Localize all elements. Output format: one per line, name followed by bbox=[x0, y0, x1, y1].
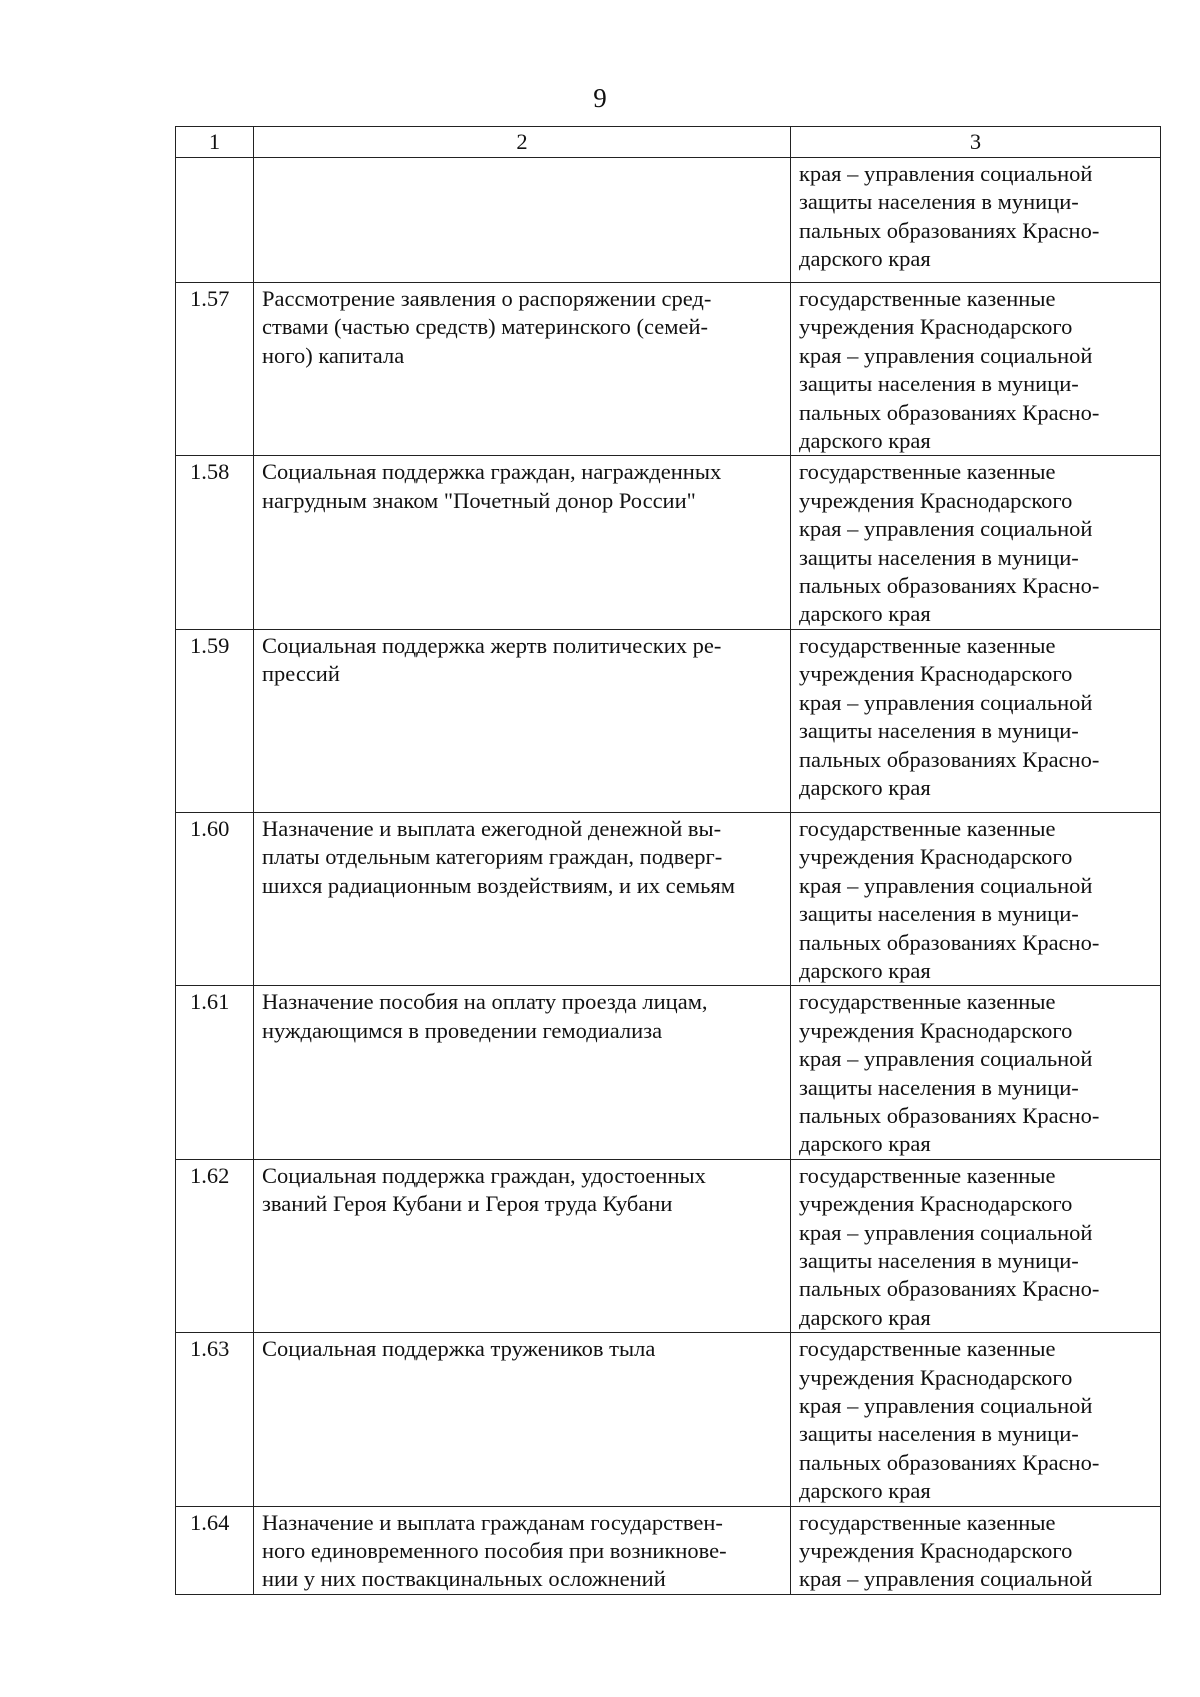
service-name-cell bbox=[254, 1333, 791, 1506]
organization-line: дарского края bbox=[799, 601, 931, 627]
organization-cell bbox=[791, 1333, 1161, 1506]
organization-line: государственные казенные bbox=[799, 286, 1056, 311]
organization-line: дарского края bbox=[799, 428, 931, 454]
service-name-line: нуждающимся в проведении гемодиализа bbox=[262, 1017, 663, 1043]
row-number: 1.58 bbox=[176, 456, 254, 629]
organization-line: защиты населения в муници- bbox=[799, 1247, 1079, 1273]
service-name-line: ствами (частью средств) материнского (семей- bbox=[262, 314, 708, 340]
service-name-line: Назначение и выплата гражданам государствен- bbox=[262, 1509, 723, 1535]
organization-cell bbox=[791, 812, 1161, 985]
organization-line: защиты населения в муници- bbox=[799, 189, 1079, 215]
organization-line: края – управления социальной bbox=[799, 1046, 1093, 1072]
organization-line: дарского края bbox=[799, 246, 931, 272]
organization-cell bbox=[791, 1159, 1161, 1332]
table-row bbox=[176, 1159, 1161, 1332]
organization-line: дарского края bbox=[799, 774, 931, 800]
organization-line: защиты населения в муници- bbox=[799, 901, 1079, 927]
service-name-line: Рассмотрение заявления о распоряжении сред- bbox=[262, 286, 712, 311]
organization-line: учреждения Краснодарского bbox=[799, 1017, 1073, 1043]
service-name-line: Социальная поддержка жертв политических ре- bbox=[262, 632, 722, 658]
organization-line: пальных образованиях Красно- bbox=[799, 399, 1100, 425]
service-name-line: Социальная поддержка тружеников тыла bbox=[262, 1336, 656, 1362]
organization-line: защиты населения в муници- bbox=[799, 1074, 1079, 1100]
organization-line: края – управления социальной bbox=[799, 1219, 1093, 1245]
service-name-cell bbox=[254, 283, 791, 456]
table-row bbox=[176, 1506, 1161, 1594]
organization-cell bbox=[791, 629, 1161, 812]
row-number: 1.63 bbox=[176, 1333, 254, 1506]
organization-line: защиты населения в муници- bbox=[799, 544, 1079, 570]
organization-line: государственные казенные bbox=[799, 1509, 1056, 1535]
table-row bbox=[176, 456, 1161, 629]
organization-line: пальных образованиях Красно- bbox=[799, 929, 1100, 955]
row-number: 1.64 bbox=[176, 1506, 254, 1594]
page-number: 9 bbox=[593, 83, 607, 113]
service-name-line: нии у них поствакцинальных осложнений bbox=[262, 1566, 666, 1592]
table-row bbox=[176, 1333, 1161, 1506]
organization-line: защиты населения в муници- bbox=[799, 1421, 1079, 1447]
organization-line: государственные казенные bbox=[799, 1162, 1056, 1188]
organization-line: края – управления социальной bbox=[799, 1393, 1093, 1418]
organization-line: пальных образованиях Красно- bbox=[799, 217, 1100, 243]
organization-line: дарского края bbox=[799, 957, 931, 983]
service-name-line: Назначение пособия на оплату проезда лицам, bbox=[262, 989, 708, 1015]
organization-cell bbox=[791, 1506, 1161, 1594]
row-number: 1.60 bbox=[176, 812, 254, 985]
organization-line: государственные казенные bbox=[799, 989, 1056, 1015]
service-name-cell bbox=[254, 1159, 791, 1332]
organization-line: края – управления социальной bbox=[799, 689, 1093, 715]
organization-cell bbox=[791, 158, 1161, 283]
organization-line: государственные казенные bbox=[799, 459, 1056, 485]
organization-line: учреждения Краснодарского bbox=[799, 844, 1073, 870]
organization-line: края – управления социальной bbox=[799, 872, 1093, 898]
table-row bbox=[176, 283, 1161, 456]
organization-line: края – управления социальной bbox=[799, 161, 1093, 186]
service-name-line: Социальная поддержка граждан, награжденных bbox=[262, 459, 722, 485]
organization-line: пальных образованиях Красно- bbox=[799, 1449, 1100, 1475]
service-name-cell bbox=[254, 158, 791, 283]
service-name-line: званий Героя Кубани и Героя труда Кубани bbox=[262, 1191, 673, 1217]
organization-line: учреждения Краснодарского bbox=[799, 1538, 1073, 1564]
service-name-line: платы отдельным категориям граждан, подверг- bbox=[262, 844, 723, 870]
services-table bbox=[175, 126, 1161, 1595]
organization-cell bbox=[791, 283, 1161, 456]
organization-line: пальных образованиях Красно- bbox=[799, 1102, 1100, 1128]
service-name-line: Назначение и выплата ежегодной денежной вы- bbox=[262, 815, 722, 841]
organization-line: учреждения Краснодарского bbox=[799, 1191, 1073, 1217]
organization-line: защиты населения в муници- bbox=[799, 718, 1079, 744]
service-name-line: ного) капитала bbox=[262, 342, 405, 368]
organization-line: учреждения Краснодарского bbox=[799, 1364, 1073, 1390]
header-col-3: 3 bbox=[791, 127, 1161, 158]
service-name-cell bbox=[254, 456, 791, 629]
row-number bbox=[176, 158, 254, 283]
organization-line: пальных образованиях Красно- bbox=[799, 573, 1100, 599]
organization-line: государственные казенные bbox=[799, 632, 1056, 658]
table-row bbox=[176, 986, 1161, 1159]
organization-line: учреждения Краснодарского bbox=[799, 314, 1073, 340]
row-number: 1.57 bbox=[176, 283, 254, 456]
organization-line: учреждения Краснодарского bbox=[799, 487, 1073, 513]
service-name-line: ного единовременного пособия при возникнове- bbox=[262, 1538, 727, 1564]
row-number: 1.62 bbox=[176, 1159, 254, 1332]
header-col-2: 2 bbox=[254, 127, 791, 158]
table-row bbox=[176, 158, 1161, 283]
organization-line: учреждения Краснодарского bbox=[799, 661, 1073, 687]
row-number: 1.61 bbox=[176, 986, 254, 1159]
service-name-line: прессий bbox=[262, 661, 340, 687]
table-row bbox=[176, 629, 1161, 812]
service-name-line: шихся радиационным воздействиям, и их семьям bbox=[262, 872, 735, 898]
service-name-cell bbox=[254, 1506, 791, 1594]
row-number: 1.59 bbox=[176, 629, 254, 812]
organization-cell bbox=[791, 456, 1161, 629]
organization-cell bbox=[791, 986, 1161, 1159]
organization-line: края – управления социальной bbox=[799, 1566, 1093, 1592]
organization-line: дарского края bbox=[799, 1131, 931, 1157]
table-header-row bbox=[176, 127, 1161, 158]
organization-line: государственные казенные bbox=[799, 815, 1056, 841]
organization-line: края – управления социальной bbox=[799, 516, 1093, 542]
organization-line: пальных образованиях Красно- bbox=[799, 1276, 1100, 1302]
organization-line: пальных образованиях Красно- bbox=[799, 746, 1100, 772]
table-body bbox=[176, 158, 1161, 1595]
organization-line: дарского края bbox=[799, 1304, 931, 1330]
organization-line: защиты населения в муници- bbox=[799, 371, 1079, 397]
service-name-cell bbox=[254, 812, 791, 985]
organization-line: края – управления социальной bbox=[799, 342, 1093, 368]
header-col-1: 1 bbox=[176, 127, 254, 158]
organization-line: государственные казенные bbox=[799, 1336, 1056, 1362]
service-name-line: нагрудным знаком "Почетный донор России" bbox=[262, 487, 696, 513]
service-name-cell bbox=[254, 986, 791, 1159]
table-row bbox=[176, 812, 1161, 985]
service-name-cell bbox=[254, 629, 791, 812]
service-name-line: Социальная поддержка граждан, удостоенных bbox=[262, 1162, 706, 1188]
organization-line: дарского края bbox=[799, 1478, 931, 1504]
